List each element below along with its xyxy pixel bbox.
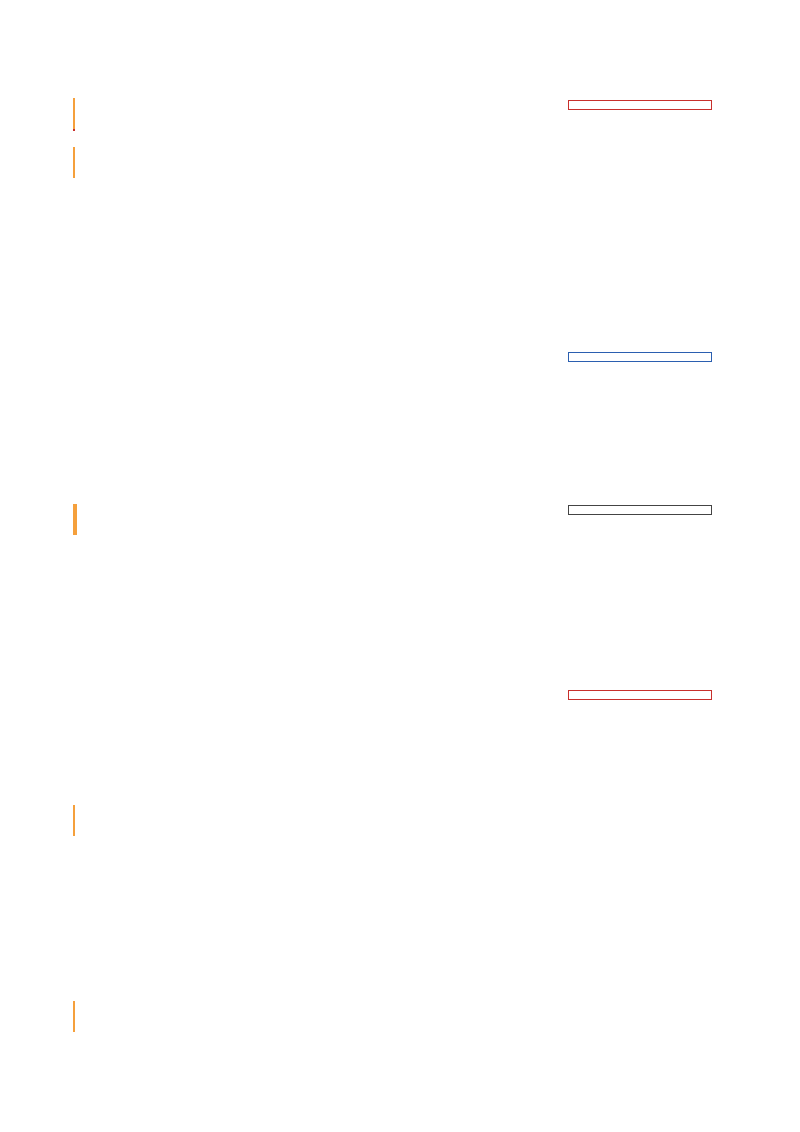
highlight-kuibai xyxy=(75,504,77,535)
side-note-tenacity xyxy=(568,352,712,362)
text-line-9 xyxy=(73,504,77,535)
text-line-18 xyxy=(73,1001,75,1032)
highlight-xingzhi xyxy=(73,805,75,836)
side-note-personification xyxy=(568,100,712,110)
text-line-10 xyxy=(73,601,83,634)
text-line-1 xyxy=(73,98,75,131)
side-note-metaphor xyxy=(568,690,712,700)
highlight-yaotou xyxy=(73,98,75,129)
highlight-budong xyxy=(73,147,75,178)
side-note-victory xyxy=(568,505,712,515)
highlight-youzhong xyxy=(73,1001,75,1032)
text-line-20 xyxy=(73,1088,83,1121)
text-line-16 xyxy=(73,903,83,936)
text-line-2 xyxy=(73,147,75,178)
text-line-14 xyxy=(73,805,75,836)
text-line-5 xyxy=(73,300,83,333)
